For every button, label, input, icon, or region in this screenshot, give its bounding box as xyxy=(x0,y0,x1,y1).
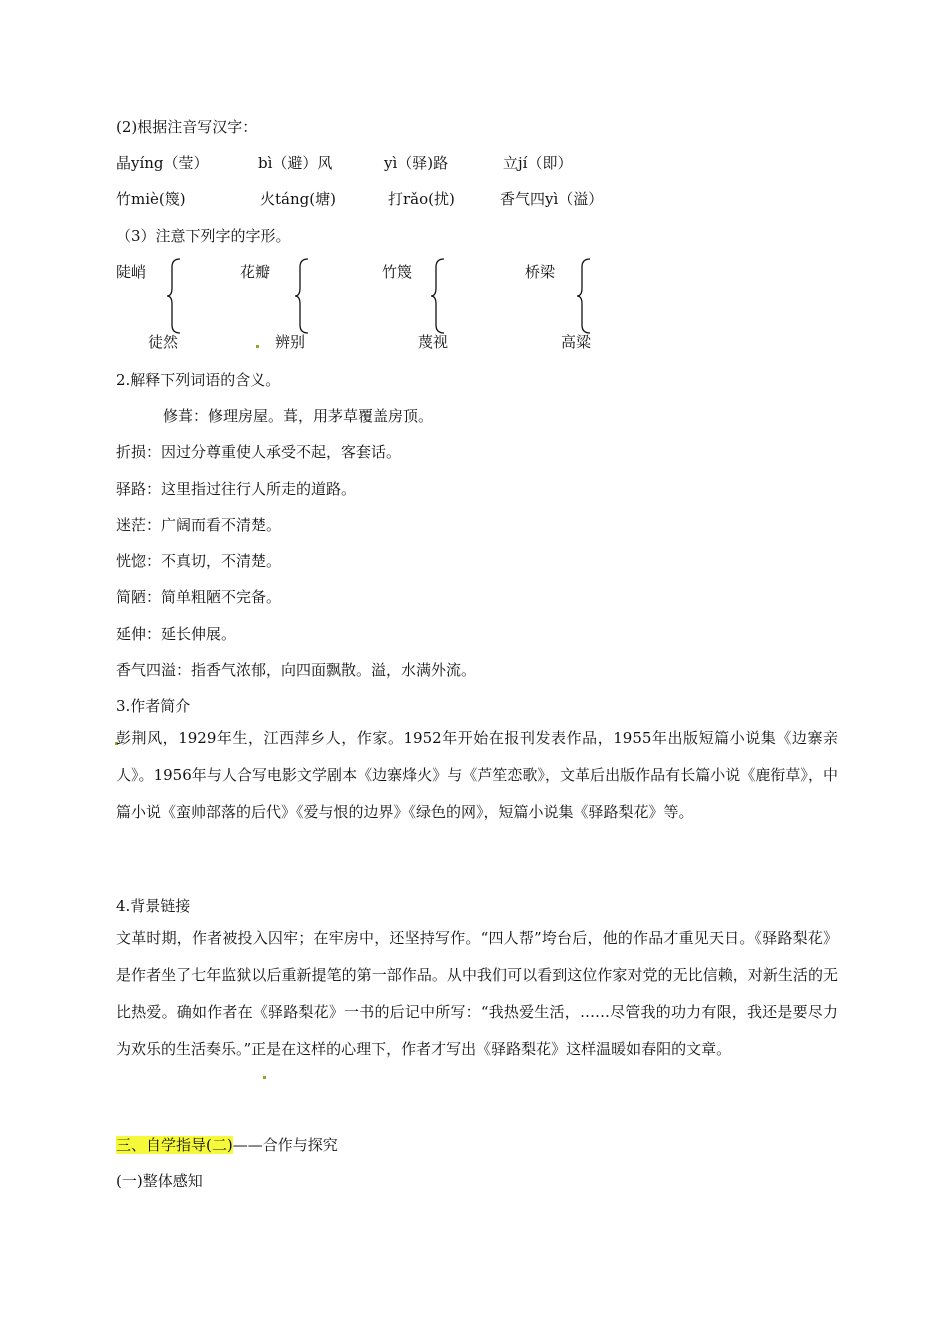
pinyin-item: bì（避）风 xyxy=(258,154,333,172)
s4-title: 4.背景链接 xyxy=(116,897,191,915)
definition-item: 延伸：延长伸展。 xyxy=(116,625,237,643)
brace-icon xyxy=(294,258,310,334)
definition-item: 修葺：修理房屋。葺，用茅草覆盖房顶。 xyxy=(163,407,434,425)
definition-item: 恍惚：不真切，不清楚。 xyxy=(116,552,282,570)
s3-title: 3.作者简介 xyxy=(116,697,191,715)
pinyin-item: 打rǎo(扰) xyxy=(388,190,455,208)
glyph-word-bottom: 徒然 xyxy=(148,333,179,351)
glyph-word-bottom: 高粱 xyxy=(561,333,592,351)
background-text: 文革时期，作者被投入囚牢；在牢房中，还坚持写作。“四人帮”垮台后，他的作品才重见天日。《驿路梨花》是作者坐了七年监狱以后重新提笔的第一部作品。从中我们可以看到这位作家对党的无比信赖，对新生活的无比热爱。确如作者在《驿路梨花》一书的后记中所写：“我热爱生活，……尽管我的功力有限，我还是要尽力为欢乐的生活奏乐。”正是在这样的心理下，作者才写出《驿路梨花》这样温暖如春阳的文章。 xyxy=(116,929,838,1058)
brace-icon xyxy=(430,258,446,334)
s2-title: 2.解释下列词语的含义。 xyxy=(116,371,281,389)
glyph-word-bottom: 辨别 xyxy=(275,333,306,351)
definition-item: 简陋：简单粗陋不完备。 xyxy=(116,588,282,606)
pinyin-item: 火táng(塘) xyxy=(260,190,336,208)
heading-rest: ——合作与探究 xyxy=(232,1136,338,1154)
author-intro: 彭荆风，1929年生，江西萍乡人，作家。1952年开始在报刊发表作品，1955年出版短篇小说集《边寨亲人》。1956年与人合写电影文学剧本《边寨烽火》与《芦笙恋歌》，文革后出版作品有长篇小说《鹿衔草》，中篇小说《蛮帅部落的后代》《爱与恨的边界》《绿色的网》，短篇小说集《驿路梨花》等。 xyxy=(116,729,838,821)
glyph-word-top: 陡峭 xyxy=(116,263,147,281)
glyph-word-top: 桥梁 xyxy=(525,263,556,281)
glyph-word-bottom: 蔑视 xyxy=(418,333,449,351)
brace-icon xyxy=(166,258,182,334)
pinyin-item: 晶yíng（莹） xyxy=(116,154,209,172)
pinyin-item: yì（驿)路 xyxy=(384,154,449,172)
pinyin-item: 香气四yì（溢） xyxy=(500,190,604,208)
s5-title xyxy=(116,1135,338,1155)
definition-item: 折损：因过分尊重使人承受不起，客套话。 xyxy=(116,443,402,461)
brace-icon xyxy=(576,258,592,334)
pinyin-item: 竹miè(篾) xyxy=(116,190,186,208)
definition-item: 驿路：这里指过往行人所走的道路。 xyxy=(116,480,357,498)
stray-mark xyxy=(256,345,259,348)
glyph-word-top: 竹篾 xyxy=(382,263,413,281)
pinyin-item: 立jí（即） xyxy=(503,154,573,172)
definition-item: 迷茫：广阔而看不清楚。 xyxy=(116,516,282,534)
s5-subtitle: (一)整体感知 xyxy=(116,1172,203,1190)
q2-title: (2)根据注音写汉字： xyxy=(116,118,258,136)
stray-mark xyxy=(263,1076,266,1079)
glyph-word-top: 花瓣 xyxy=(240,263,271,281)
q3-title: （3）注意下列字的字形。 xyxy=(116,227,291,245)
definition-item: 香气四溢：指香气浓郁，向四面飘散。溢，水满外流。 xyxy=(116,661,477,679)
highlighted-heading: 三、自学指导(二) xyxy=(116,1136,233,1154)
